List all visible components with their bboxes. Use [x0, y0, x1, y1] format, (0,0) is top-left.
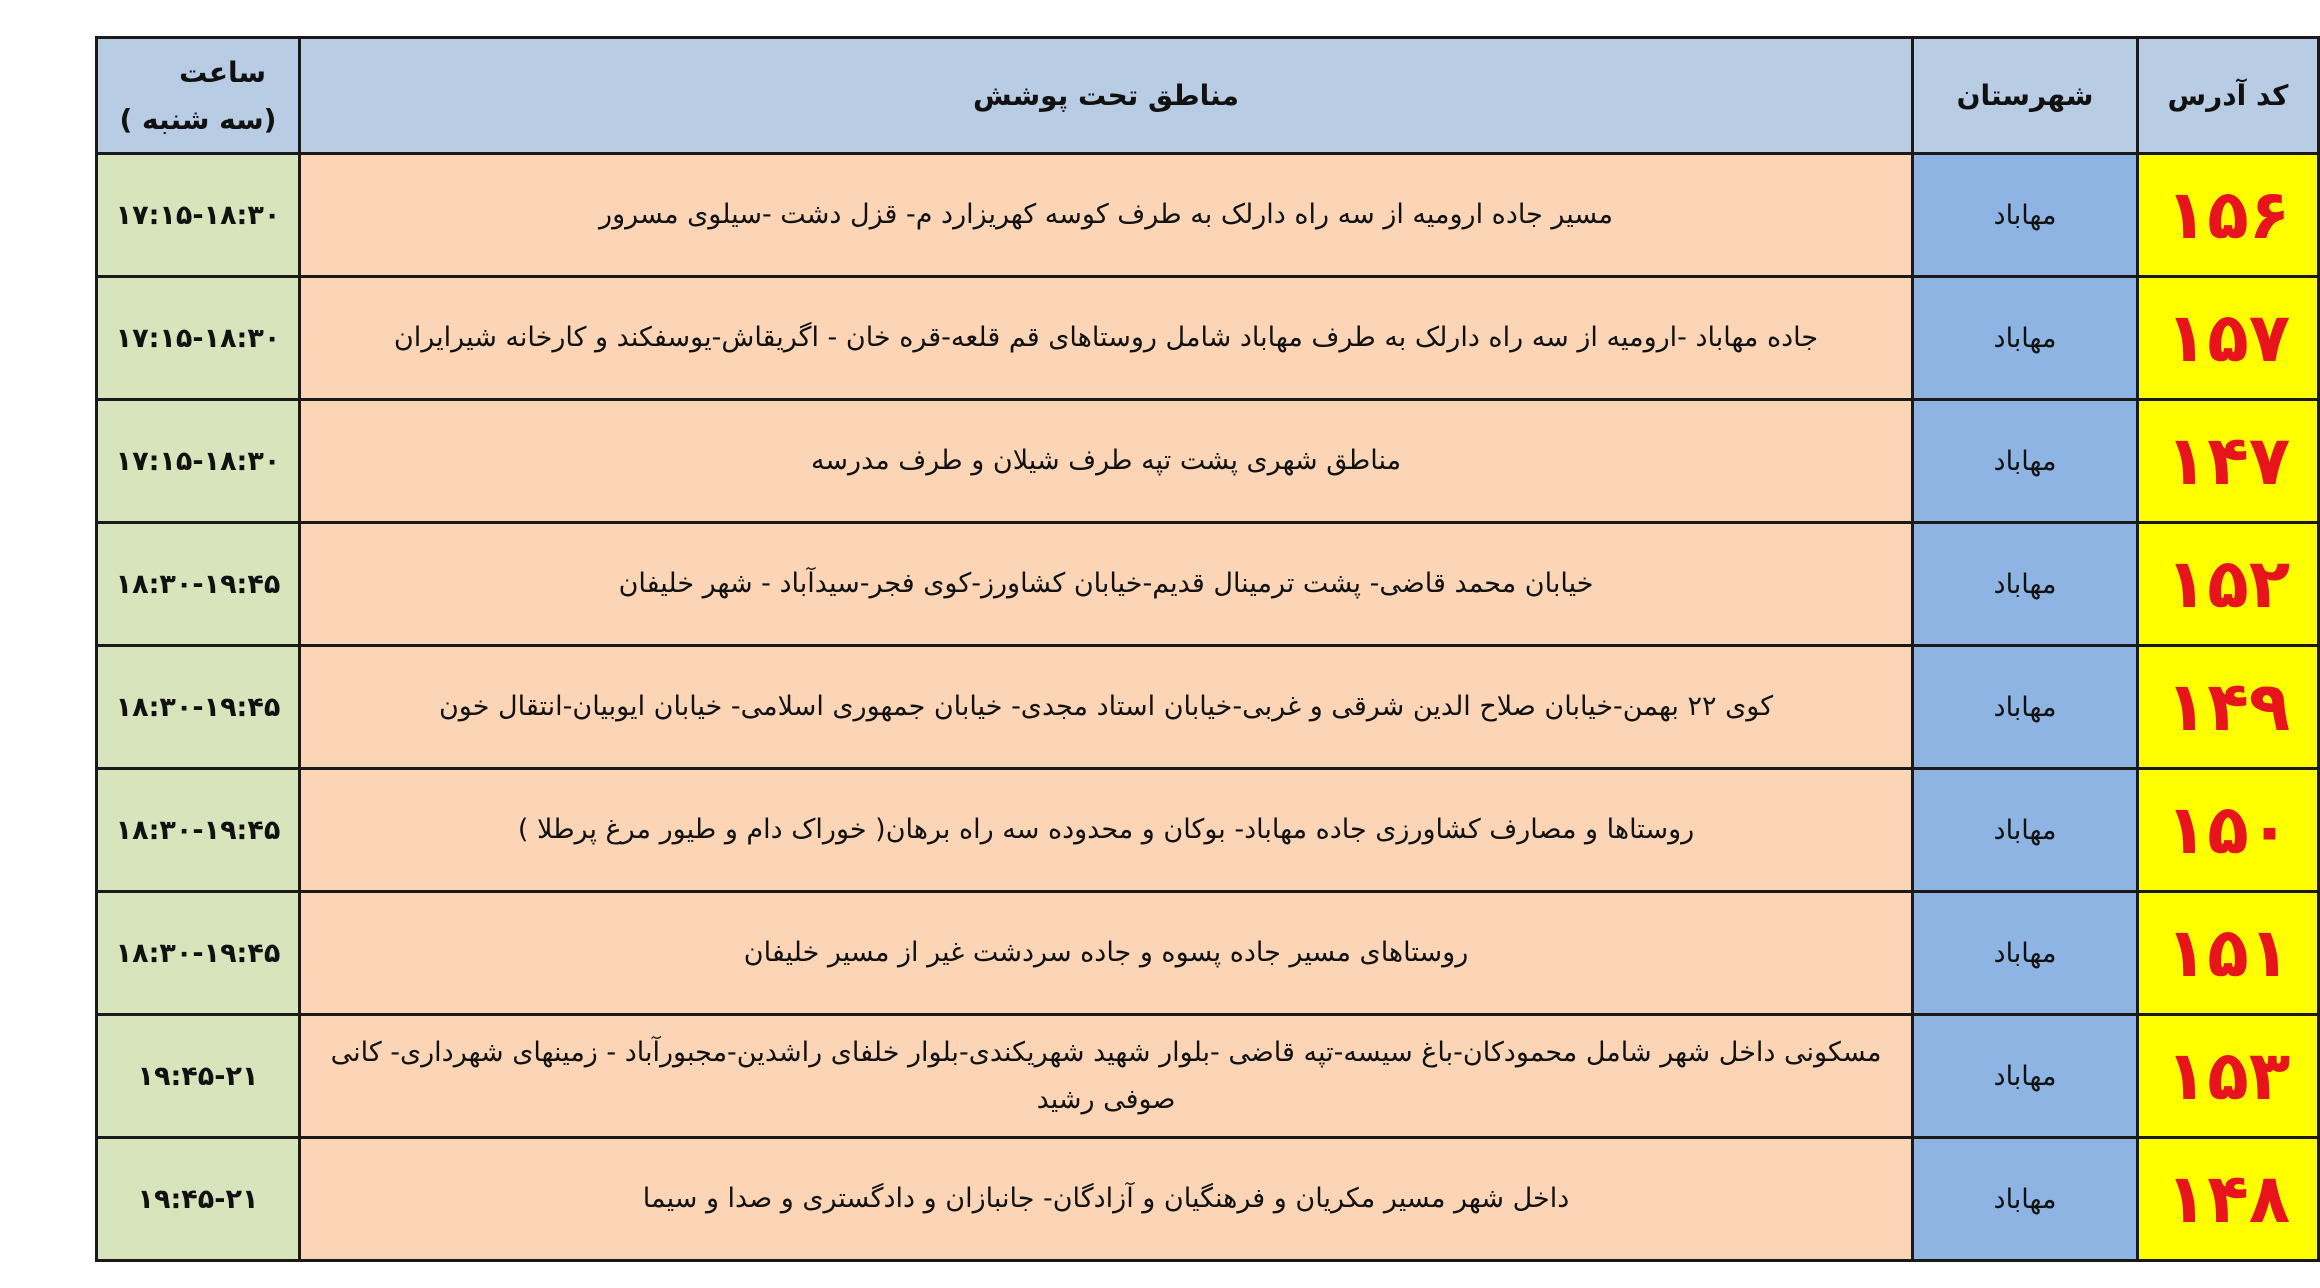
area-cell: روستاها و مصارف کشاورزی جاده مهاباد- بوکان و محدوده سه راه برهان( خوراک دام و طیور مرغ پرطلا ): [300, 769, 1913, 892]
code-cell: ۱۵۶: [2138, 154, 2319, 277]
time-cell: ۱۸:۳۰-۱۹:۴۵: [97, 892, 300, 1015]
area-cell: مسیر جاده ارومیه از سه راه دارلک به طرف کوسه کهریزارد م- قزل دشت -سیلوی مسرور: [300, 154, 1913, 277]
code-cell: ۱۵۳: [2138, 1015, 2319, 1138]
header-city: شهرستان: [1913, 38, 2138, 154]
code-cell: ۱۵۷: [2138, 277, 2319, 400]
code-cell: ۱۴۸: [2138, 1138, 2319, 1261]
table-row: [97, 400, 2319, 523]
time-cell: ۱۷:۱۵-۱۸:۳۰: [97, 154, 300, 277]
city-cell: مهاباد: [1913, 1015, 2138, 1138]
time-cell: ۱۸:۳۰-۱۹:۴۵: [97, 769, 300, 892]
code-cell: ۱۴۹: [2138, 646, 2319, 769]
table-row: [97, 769, 2319, 892]
city-cell: مهاباد: [1913, 646, 2138, 769]
table-row: [97, 646, 2319, 769]
area-cell: مسکونی داخل شهر شامل محمودکان-باغ سیسه-تپه قاضی -بلوار شهید شهریکندی-بلوار خلفای راشدین-مجبورآباد - زمینهای شهرداری- کانی صوفی رشید: [300, 1015, 1913, 1138]
city-cell: مهاباد: [1913, 400, 2138, 523]
area-cell: خیابان محمد قاضی- پشت ترمینال قدیم-خیابان کشاورز-کوی فجر-سیدآباد - شهر خلیفان: [300, 523, 1913, 646]
time-cell: ۱۹:۴۵-۲۱: [97, 1138, 300, 1261]
city-cell: مهاباد: [1913, 1138, 2138, 1261]
header-time-label: ساعت: [179, 55, 266, 89]
time-cell: ۱۷:۱۵-۱۸:۳۰: [97, 277, 300, 400]
header-row: [97, 38, 2319, 154]
header-time-day: (سه شنبه ): [119, 102, 277, 136]
outage-schedule-table: [95, 36, 2320, 1262]
area-cell: کوی ۲۲ بهمن-خیابان صلاح الدین شرقی و غربی-خیابان استاد مجدی- خیابان جمهوری اسلامی- خیابان ایوبیان-انتقال خون: [300, 646, 1913, 769]
city-cell: مهاباد: [1913, 277, 2138, 400]
time-cell: ۱۷:۱۵-۱۸:۳۰: [97, 400, 300, 523]
table-row: [97, 1015, 2319, 1138]
code-cell: ۱۵۰: [2138, 769, 2319, 892]
time-cell: ۱۹:۴۵-۲۱: [97, 1015, 300, 1138]
city-cell: مهاباد: [1913, 892, 2138, 1015]
area-cell: جاده مهاباد -ارومیه از سه راه دارلک به طرف مهاباد شامل روستاهای قم قلعه-قره خان - اگریقاش-یوسفکند و کارخانه شیرایران: [300, 277, 1913, 400]
time-cell: ۱۸:۳۰-۱۹:۴۵: [97, 523, 300, 646]
area-cell: روستاهای مسیر جاده پسوه و جاده سردشت غیر از مسیر خلیفان: [300, 892, 1913, 1015]
table-row: [97, 277, 2319, 400]
table-row: [97, 154, 2319, 277]
table-row: [97, 523, 2319, 646]
header-areas: مناطق تحت پوشش: [300, 38, 1913, 154]
table-row: [97, 892, 2319, 1015]
code-cell: ۱۵۲: [2138, 523, 2319, 646]
code-cell: ۱۵۱: [2138, 892, 2319, 1015]
code-cell: ۱۴۷: [2138, 400, 2319, 523]
area-cell: مناطق شهری پشت تپه طرف شیلان و طرف مدرسه: [300, 400, 1913, 523]
header-time: [97, 38, 300, 154]
city-cell: مهاباد: [1913, 523, 2138, 646]
time-cell: ۱۸:۳۰-۱۹:۴۵: [97, 646, 300, 769]
table-row: [97, 1138, 2319, 1261]
city-cell: مهاباد: [1913, 769, 2138, 892]
city-cell: مهاباد: [1913, 154, 2138, 277]
area-cell: داخل شهر مسیر مکریان و فرهنگیان و آزادگان- جانبازان و دادگستری و صدا و سیما: [300, 1138, 1913, 1261]
header-code: کد آدرس: [2138, 38, 2319, 154]
